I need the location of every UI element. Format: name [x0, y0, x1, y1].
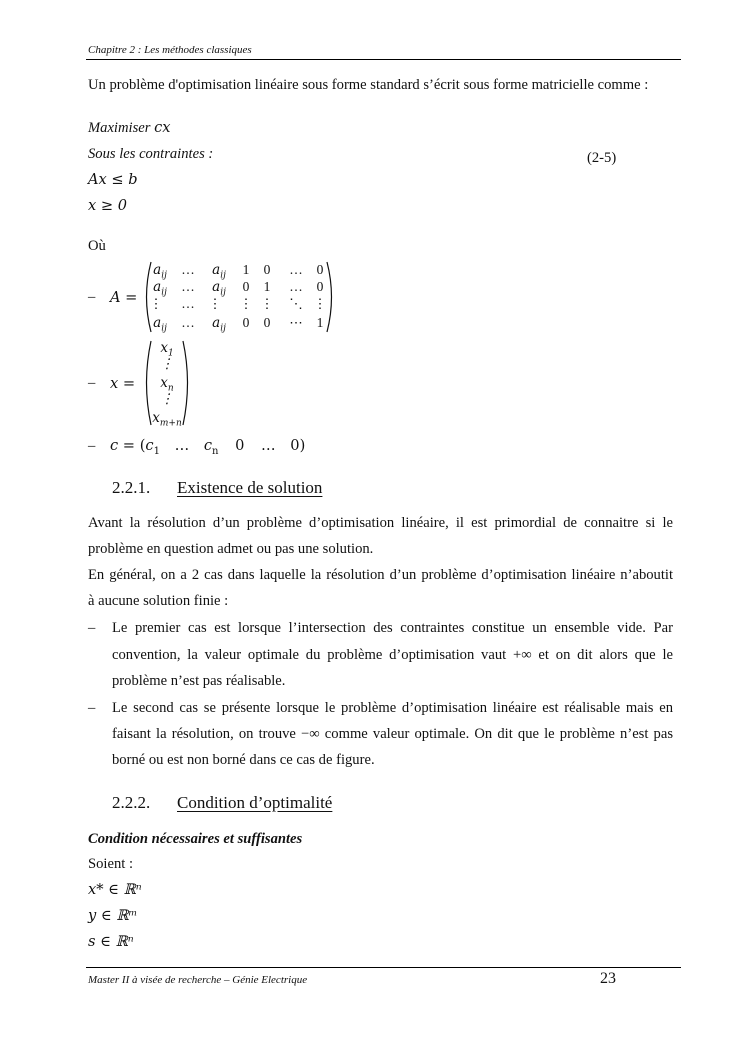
matrix-a-entry: 0 — [242, 279, 250, 294]
section-221-title: Existence de solution — [177, 478, 323, 497]
matrix-a-entry: $a_{ij}$ — [212, 262, 226, 281]
intro-paragraph: Un problème d'optimisation linéaire sous forme standard s’écrit sous forme matricielle comme : — [88, 77, 649, 93]
running-header: Chapitre 2 : Les méthodes classiques — [88, 44, 252, 56]
section-221-number: 2.2.1. — [112, 478, 151, 497]
objective-expr: cx — [154, 119, 171, 136]
set-x-star: x* ∈ ℝⁿ — [88, 881, 142, 898]
matrix-a-entry: 0 — [263, 262, 271, 277]
constraint-ax-le-b: Ax ≤ b — [88, 171, 138, 188]
vector-x-entry: ⋮ — [160, 391, 174, 407]
matrix-a-entry: … — [181, 315, 195, 330]
section-222-number: 2.2.2. — [112, 793, 151, 812]
c-dots-1: … — [174, 437, 190, 454]
let-label: Soient : — [88, 856, 133, 872]
vector-x-entry: $x_1$ — [160, 340, 174, 359]
header-rule — [86, 59, 681, 60]
c-zero-1: 0 — [235, 437, 245, 454]
c-nth: c — [203, 437, 213, 454]
paragraph-line: Avant la résolution d’un problème d’optimisation linéaire, il est primordial de connaitre si le — [88, 515, 673, 531]
matrix-a-entry: 0 — [316, 262, 324, 277]
footer-rule — [86, 967, 681, 968]
paragraph-line: En général, on a 2 cas dans laquelle la résolution d’un problème d’optimisation linéaire n’aboutit — [88, 567, 673, 583]
vector-x-entry: $x_n$ — [160, 375, 174, 394]
constraint-x-ge-0: x ≥ 0 — [88, 197, 128, 214]
c-definition — [110, 437, 305, 457]
matrix-a-entry: … — [289, 262, 303, 277]
bullet-dash: – — [88, 700, 96, 716]
matrix-a-entry: 0 — [316, 279, 324, 294]
matrix-a-entry: $a_{ij}$ — [153, 315, 167, 334]
bullet-line: Le second cas se présente lorsque le problème d’optimisation linéaire est réalisable mais en — [112, 700, 673, 716]
x-lhs: x = — [110, 375, 136, 392]
matrix-a-entry: ⋱ — [289, 296, 303, 311]
c-open-paren: ( — [139, 437, 146, 454]
paragraph-line: à aucune solution finie : — [88, 593, 229, 609]
subsection-title: Condition nécessaires et suffisantes — [88, 831, 303, 847]
matrix-a-entry: $a_{ij}$ — [153, 262, 167, 281]
matrix-a-entry: 0 — [263, 315, 271, 330]
c-lhs: c = — [110, 437, 136, 454]
c-close-paren: ) — [299, 437, 306, 454]
bullet-dash: – — [88, 289, 96, 305]
matrix-a-entry: ⋯ — [289, 315, 303, 330]
matrix-a-entry: … — [181, 279, 195, 294]
where-label: Où — [88, 238, 106, 254]
matrix-a-entry: ⋮ — [208, 296, 222, 311]
matrix-a-entry: ⋮ — [313, 296, 327, 311]
matrix-a-entry: ⋮ — [149, 296, 163, 311]
matrix-a-entry: 1 — [316, 315, 324, 330]
equation-number: (2-5) — [587, 150, 617, 166]
c-first-sub: 1 — [153, 445, 160, 457]
c-first: c — [145, 437, 154, 454]
bullet-line: borné ou est non borné dans ce cas de figure. — [112, 752, 375, 768]
matrix-a-entry: ⋮ — [239, 296, 253, 311]
c-zero-2: 0 — [290, 437, 300, 454]
bullet-line: Le premier cas est lorsque l’intersection des contraintes constitue un ensemble vide. Par — [112, 620, 673, 636]
matrix-a-entry: 1 — [242, 262, 250, 277]
matrix-a-entry: 1 — [263, 279, 271, 294]
matrix-a-entry: $a_{ij}$ — [212, 279, 226, 298]
vector-x-entry: ⋮ — [160, 356, 174, 372]
matrix-a-entry: … — [181, 262, 195, 277]
bullet-dash: – — [88, 620, 96, 636]
matrix-a-entry: $a_{ij}$ — [153, 279, 167, 298]
set-y: y ∈ ℝᵐ — [88, 907, 138, 924]
bullet-dash: – — [88, 375, 96, 391]
page-number: 23 — [600, 970, 616, 987]
set-s: s ∈ ℝⁿ — [88, 933, 134, 950]
matrix-a-entry: 0 — [242, 315, 250, 330]
footer-text: Master II à visée de recherche – Génie Electrique — [88, 974, 308, 986]
bullet-line: problème n’est pas réalisable. — [112, 673, 286, 689]
matrix-a-entry: … — [289, 279, 303, 294]
matrix-a-entry: ⋮ — [260, 296, 274, 311]
bullet-line: faisant la résolution, on trouve −∞ comme valeur optimale. On dit que le problème n’est pas — [112, 726, 673, 742]
c-dots-2: … — [261, 437, 276, 454]
section-222-title: Condition d’optimalité — [177, 793, 333, 812]
vector-x-entry: $x_{m+n}$ — [152, 410, 182, 429]
objective-word: Maximiser — [88, 120, 151, 136]
matrix-a-entry: $a_{ij}$ — [212, 315, 226, 334]
a-lhs: A = — [110, 289, 138, 306]
paragraph-line: problème en question admet ou pas une solution. — [88, 541, 374, 557]
c-nth-sub: n — [212, 445, 219, 457]
bullet-line: convention, la valeur optimale du problème d’optimisation vaut +∞ et on dit alors que le — [112, 647, 673, 663]
constraints-label: Sous les contraintes : — [88, 146, 214, 162]
objective-line — [88, 119, 170, 137]
matrix-a-entry: … — [181, 296, 195, 311]
bullet-dash: – — [88, 438, 96, 454]
